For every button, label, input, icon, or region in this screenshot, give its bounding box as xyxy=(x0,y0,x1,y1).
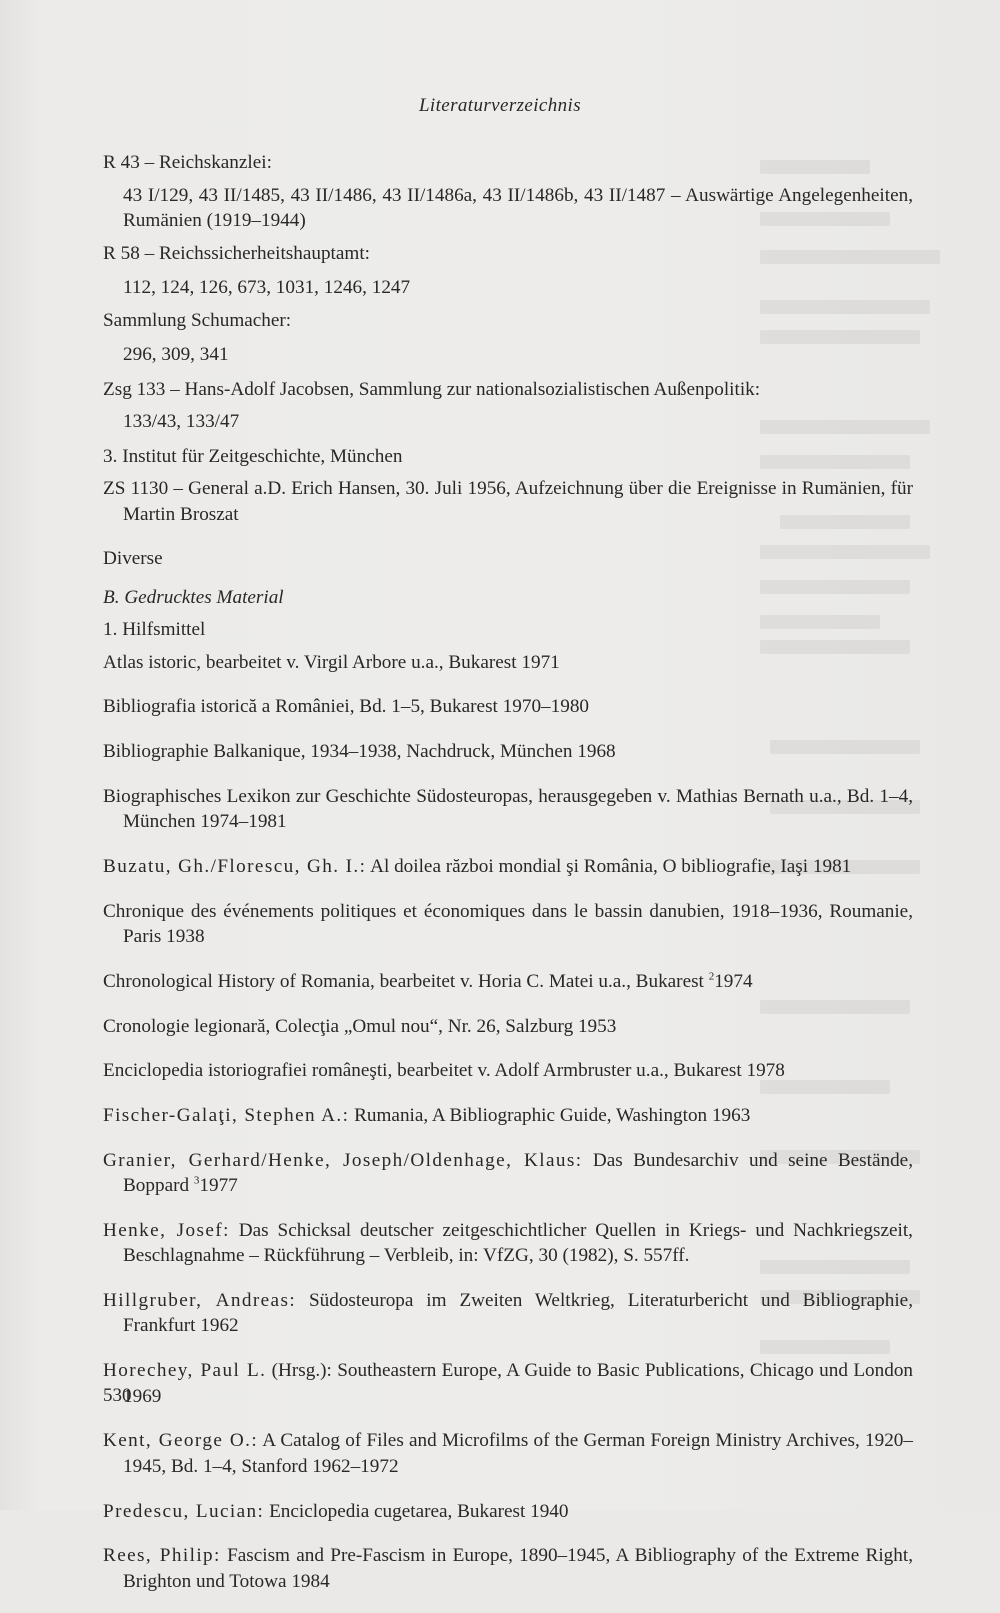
author-hillgruber: Hillgruber, Andreas: xyxy=(103,1289,297,1311)
author-granier: Granier, Gerhard/Henke, Joseph/Oldenhage, Klaus: xyxy=(103,1149,583,1171)
archive-r43-label: R 43 – Reichskanzlei: xyxy=(103,152,272,173)
bib-entry-chronological xyxy=(103,969,913,995)
section-b-heading: B. Gedrucktes Material xyxy=(103,586,284,608)
bib-entry-granier xyxy=(103,1148,913,1199)
bib-entry-chronique: Chronique des événements politiques et économiques dans le bassin danubien, 1918–1936, Roumanie, Paris 1938 xyxy=(103,900,913,948)
author-buzatu: Buzatu, Gh./Florescu, Gh. I.: xyxy=(103,855,367,877)
running-head: Literaturverzeichnis xyxy=(418,95,582,116)
bib-entry-atlas: Atlas istoric, bearbeitet v. Virgil Arbore u.a., Bukarest 1971 xyxy=(103,651,560,673)
archive-r58-label: R 58 – Reichssicherheitshauptamt: xyxy=(103,242,370,264)
archive-zsg-detail: 133/43, 133/47 xyxy=(123,411,240,432)
page-number: 530 xyxy=(103,1385,132,1406)
bib-entry-predescu xyxy=(103,1499,913,1525)
title-buzatu: Al doilea război mondial şi România, O bibliografie, Iaşi 1981 xyxy=(366,855,852,877)
bib-entry-cronologie: Cronologie legionară, Colecţia „Omul nou“, Nr. 26, Salzburg 1953 xyxy=(103,1015,617,1037)
year-granier: 1977 xyxy=(199,1175,238,1197)
archive-schumacher-detail: 296, 309, 341 xyxy=(123,344,229,365)
author-rees: Rees, Philip: xyxy=(103,1545,221,1567)
bib-entry-kent xyxy=(103,1428,913,1479)
bib-entry-horechey xyxy=(103,1358,913,1409)
title-henke: Das Schicksal deutscher zeitgeschichtlicher Quellen in Kriegs- und Nachkriegszeit, Beschlagnahme – Rückführung – Verbleib, in: VfZG, 30 (1982), S. 557ff. xyxy=(123,1219,913,1267)
author-henke: Henke, Josef: xyxy=(103,1219,230,1241)
bib-entry-lexikon: Biographisches Lexikon zur Geschichte Südosteuropas, herausgegeben v. Mathias Bernath u.a., Bd. 1–4, München 1974–1981 xyxy=(103,785,913,833)
bibliography-body xyxy=(103,150,913,1613)
author-predescu: Predescu, Lucian: xyxy=(103,1500,265,1522)
archive-zs-entry: ZS 1130 – General a.D. Erich Hansen, 30. Juli 1956, Aufzeichnung über die Ereignisse in Rumänien, für Martin Broszat xyxy=(103,478,913,525)
title-fischer-galati: Rumania, A Bibliographic Guide, Washington 1963 xyxy=(349,1104,751,1126)
ifz-heading: 3. Institut für Zeitgeschichte, München xyxy=(103,445,403,467)
edition-superscript: 2 xyxy=(708,970,715,983)
bib-entry-buzatu xyxy=(103,854,913,880)
archive-schumacher-label: Sammlung Schumacher: xyxy=(103,309,292,331)
title-horechey: (Hrsg.): Southeastern Europe, A Guide to Basic Publications, Chicago und London 1969 xyxy=(123,1360,914,1407)
archive-zsg-label: Zsg 133 – Hans-Adolf Jacobsen, Sammlung zur nationalsozialistischen Außenpolitik: xyxy=(103,378,761,400)
bib-entry-hillgruber xyxy=(103,1288,913,1339)
bib-entry-enciclopedia-istoriografiei: Enciclopedia istoriografiei româneşti, bearbeitet v. Adolf Armbruster u.a., Bukarest 1978 xyxy=(103,1060,785,1082)
archive-r58-detail: 112, 124, 126, 673, 1031, 1246, 1247 xyxy=(123,277,411,298)
bib-entry-balkanique: Bibliographie Balkanique, 1934–1938, Nachdruck, München 1968 xyxy=(103,741,616,763)
bib-entry-fischer-galati xyxy=(103,1103,913,1129)
bib-entry-rees xyxy=(103,1543,913,1594)
title-rees: Fascism and Pre-Fascism in Europe, 1890–1945, A Bibliography of the Extreme Right, Brighton und Totowa 1984 xyxy=(123,1545,913,1592)
hilfsmittel-heading: 1. Hilfsmittel xyxy=(103,619,206,641)
bib-entry-bibliografia: Bibliografia istorică a României, Bd. 1–5, Bukarest 1970–1980 xyxy=(103,696,590,718)
archive-diverse: Diverse xyxy=(103,548,163,570)
edition-superscript: 3 xyxy=(193,1174,200,1187)
title-predescu: Enciclopedia cugetarea, Bukarest 1940 xyxy=(264,1500,569,1522)
bib-entry-henke xyxy=(103,1218,913,1269)
title-hillgruber: Südosteuropa im Zweiten Weltkrieg, Literaturbericht und Bibliographie, Frankfurt 1962 xyxy=(123,1289,913,1337)
archive-r43-detail: 43 I/129, 43 II/1485, 43 II/1486, 43 II/1486a, 43 II/1486b, 43 II/1487 – Auswärtige Angelegenheiten, Rumänien (1919–1944) xyxy=(123,184,913,231)
title-granier: Das Bundesarchiv und seine Bestände, Boppard xyxy=(123,1149,913,1197)
title-chronological: Chronological History of Romania, bearbeitet v. Horia C. Matei u.a., Bukarest xyxy=(103,970,709,992)
author-fischer-galati: Fischer-Galaţi, Stephen A.: xyxy=(103,1104,350,1126)
author-horechey: Horechey, Paul L. xyxy=(103,1360,267,1382)
title-kent: A Catalog of Files and Microfilms of the German Foreign Ministry Archives, 1920–1945, Bd. 1–4, Stanford 1962–1972 xyxy=(123,1430,913,1477)
author-kent: Kent, George O.: xyxy=(103,1430,259,1452)
year-chronological: 1974 xyxy=(714,970,753,992)
